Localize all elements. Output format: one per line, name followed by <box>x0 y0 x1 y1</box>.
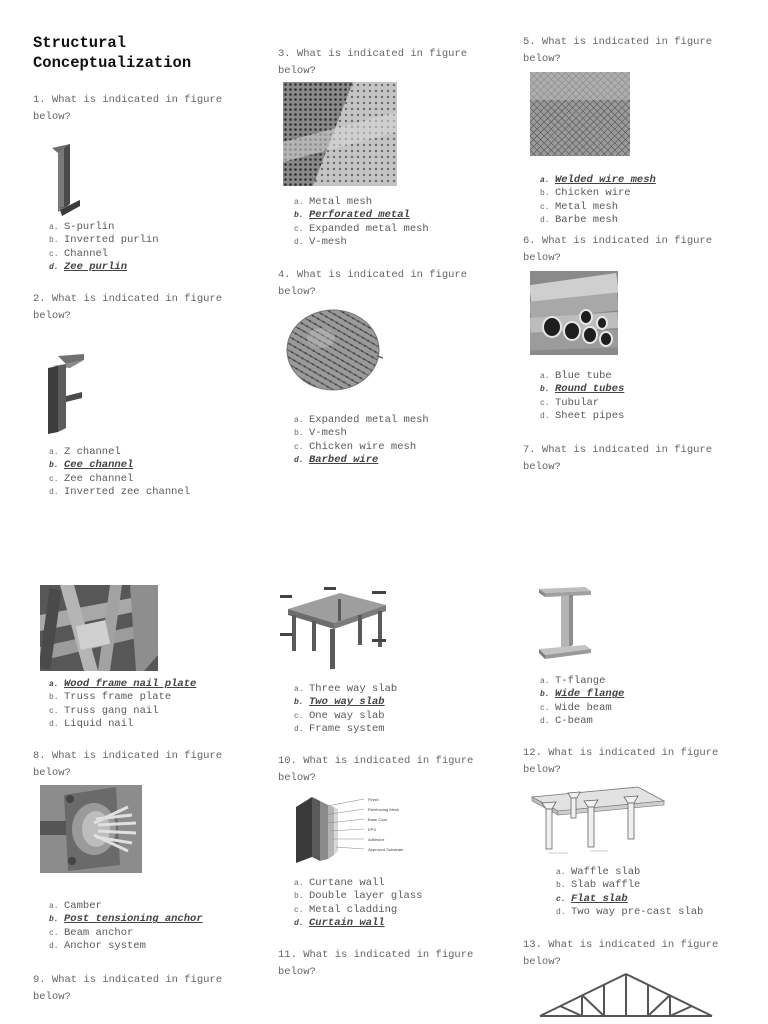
truss-figure <box>538 972 714 1022</box>
option-a-correct[interactable]: a. Welded wire mesh <box>540 174 656 186</box>
option-a[interactable]: a. Camber <box>49 900 102 912</box>
option-d-correct[interactable]: d. Curtain wall <box>294 917 385 930</box>
option-d[interactable]: d. Two way pre-cast slab <box>556 906 704 919</box>
options-q6 <box>540 370 624 424</box>
option-c[interactable]: c. Truss gang nail <box>49 704 159 717</box>
option-a[interactable]: a. S-purlin <box>49 221 115 233</box>
option-b[interactable]: b. V-mesh <box>294 427 347 440</box>
question-3: 3. What is indicated in figure below? <box>278 48 468 77</box>
option-d[interactable]: d. Frame system <box>294 723 385 736</box>
option-c[interactable]: c. Beam anchor <box>49 926 134 939</box>
question-9: 9. What is indicated in figure below? <box>33 974 223 1003</box>
round-tubes-figure <box>530 271 618 355</box>
option-c[interactable]: c. Expanded metal mesh <box>294 222 429 235</box>
option-a[interactable]: a. Waffle slab <box>556 866 641 878</box>
question-11: 11. What is indicated in figure below? <box>278 949 474 978</box>
two-way-slab-figure <box>278 585 390 675</box>
options-q1 <box>49 221 159 275</box>
options-q4 <box>294 414 429 468</box>
curtain-wall-labels <box>368 795 403 855</box>
option-b[interactable]: b. Truss frame plate <box>49 691 172 704</box>
option-b-correct[interactable]: b. Wide flange <box>540 688 625 701</box>
layer-label: Adhesive <box>368 837 385 842</box>
option-b-correct[interactable]: b. Cee channel <box>49 459 134 472</box>
option-b[interactable]: b. Slab waffle <box>556 879 641 892</box>
wide-flange-figure <box>535 585 595 661</box>
question-1: 1. What is indicated in figure below? <box>33 94 223 123</box>
cee-channel-figure <box>44 352 90 436</box>
option-d[interactable]: d. Inverted zee channel <box>49 486 191 499</box>
option-a[interactable]: a. Z channel <box>49 446 121 458</box>
option-b-correct[interactable]: b. Round tubes <box>540 383 625 396</box>
option-d-correct[interactable]: d. Barbed wire <box>294 454 379 467</box>
question-2: 2. What is indicated in figure below? <box>33 293 223 322</box>
option-a[interactable]: a. Blue tube <box>540 370 612 382</box>
option-a[interactable]: a. T-flange <box>540 675 606 687</box>
options-q5 <box>540 174 656 228</box>
question-6: 6. What is indicated in figure below? <box>523 235 713 264</box>
option-c-correct[interactable]: c. Flat slab <box>556 892 628 905</box>
question-5: 5. What is indicated in figure below? <box>523 36 713 65</box>
option-c[interactable]: c. Chicken wire mesh <box>294 440 417 453</box>
flat-slab-figure <box>528 783 668 855</box>
question-10: 10. What is indicated in figure below? <box>278 755 474 784</box>
option-d[interactable]: d. Liquid nail <box>49 718 134 731</box>
layer-label: Base Coat <box>368 817 387 822</box>
option-b[interactable]: b. Chicken wire <box>540 187 631 200</box>
option-a[interactable]: a. Curtane wall <box>294 877 385 889</box>
welded-wire-mesh-figure <box>530 72 630 156</box>
options-q-wood <box>49 678 196 732</box>
curtain-wall-figure <box>292 795 408 865</box>
anchor-figure <box>40 785 142 873</box>
question-7: 7. What is indicated in figure below? <box>523 444 713 473</box>
layer-label: Reinforcing Mesh <box>368 807 400 812</box>
option-c[interactable]: c. Tubular <box>540 396 600 409</box>
layer-label: Finish <box>368 797 379 802</box>
zee-purlin-figure <box>40 142 90 220</box>
question-8: 8. What is indicated in figure below? <box>33 750 223 779</box>
options-q10 <box>294 877 422 931</box>
options-q7 <box>540 675 624 729</box>
options-q3 <box>294 196 429 250</box>
option-d[interactable]: d. Anchor system <box>49 940 146 953</box>
options-q-slab <box>294 683 397 737</box>
option-b-correct[interactable]: b. Post tensioning anchor <box>49 913 203 926</box>
layer-label: EPS <box>368 827 377 832</box>
option-d-correct[interactable]: d. Zee purlin <box>49 261 128 274</box>
option-a[interactable]: a. Metal mesh <box>294 196 373 208</box>
option-c[interactable]: c. Metal mesh <box>540 200 619 213</box>
option-a[interactable]: a. Expanded metal mesh <box>294 414 429 426</box>
option-c[interactable]: c. Channel <box>49 247 109 260</box>
option-b-correct[interactable]: b. Two way slab <box>294 696 385 709</box>
options-q12 <box>556 866 703 920</box>
option-c[interactable]: c. Metal cladding <box>294 903 398 916</box>
option-b-correct[interactable]: b. Perforated metal <box>294 209 410 222</box>
perforated-metal-figure <box>283 82 397 186</box>
option-d[interactable]: d. Barbe mesh <box>540 214 619 227</box>
option-b[interactable]: b. Double layer glass <box>294 890 423 903</box>
options-q8 <box>49 900 203 954</box>
option-a-correct[interactable]: a. Wood frame nail plate <box>49 678 197 690</box>
option-d[interactable]: d. C-beam <box>540 715 593 728</box>
option-c[interactable]: c. Zee channel <box>49 472 134 485</box>
page-title: Structural Conceptualization <box>33 34 192 72</box>
option-c[interactable]: c. Wide beam <box>540 701 612 714</box>
option-d[interactable]: d. Sheet pipes <box>540 410 625 423</box>
options-q2 <box>49 446 190 500</box>
barbed-wire-figure <box>283 302 383 394</box>
question-13: 13. What is indicated in figure below? <box>523 939 719 968</box>
nail-plate-figure <box>40 585 158 671</box>
layer-label: Approved Substrate <box>368 847 404 852</box>
question-12: 12. What is indicated in figure below? <box>523 747 719 776</box>
option-b[interactable]: b. Inverted purlin <box>49 234 159 247</box>
option-a[interactable]: a. Three way slab <box>294 683 398 695</box>
option-c[interactable]: c. One way slab <box>294 709 385 722</box>
option-d[interactable]: d. V-mesh <box>294 236 347 249</box>
question-4: 4. What is indicated in figure below? <box>278 269 468 298</box>
